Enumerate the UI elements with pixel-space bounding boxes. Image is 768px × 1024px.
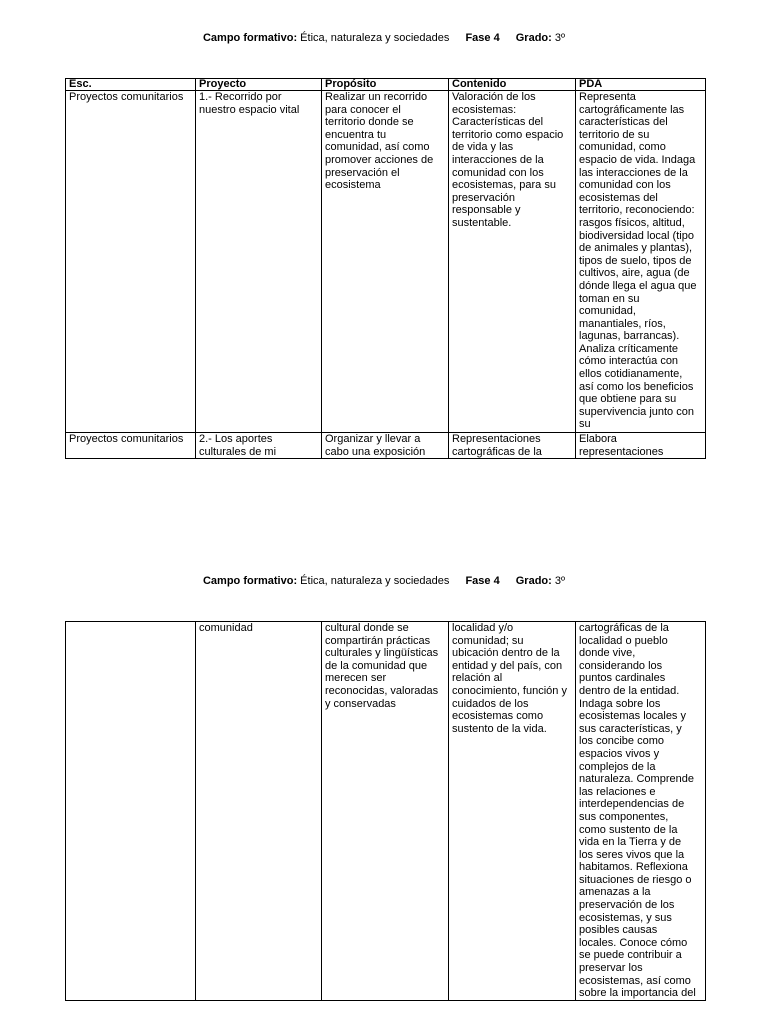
cell-proyecto: 2.- Los aportes culturales de mi	[196, 433, 322, 459]
campo-formativo-label: Campo formativo:	[202, 32, 298, 44]
cell-contenido: localidad y/o comunidad; su ubicación dentro de la entidad y del país, con relación al conocimiento, función y cuidados de los ecosistemas como sustento de la vida.	[449, 622, 576, 1001]
cell-proposito: Realizar un recorrido para conocer el territorio donde se encuentra tu comunidad, así como promover acciones de preservación el ecosistema	[322, 91, 449, 433]
cell-proyecto: 1.- Recorrido por nuestro espacio vital	[196, 91, 322, 433]
campo-formativo-value: Ética, naturaleza y sociedades	[300, 575, 450, 587]
column-header-pda: PDA	[576, 79, 706, 91]
curriculum-table-continued	[65, 621, 706, 1001]
cell-contenido: Valoración de los ecosistemas: Características del territorio como espacio de vida y las interacciones de la comunidad con los ecosistemas, para su preservación responsable y sustentable.	[449, 91, 576, 433]
cell-pda: Elabora representaciones	[576, 433, 706, 459]
column-header-contenido: Contenido	[449, 79, 576, 91]
cell-pda: Representa cartográficamente las características del territorio de su comunidad, como espacio de vida. Indaga las interacciones de la comunidad con los ecosistemas del territorio, reconociendo: rasgos físicos, altitud, biodiversidad local (tipo de animales y plantas), tipos de suelo, tipos de cultivos, aire, agua (de dónde llega el agua que toman en su comunidad, manantiales, ríos, lagunas, barrancas). Analiza críticamente cómo interactúa con ellos cotidianamente, así como los beneficios que obtiene para su supervivencia junto con su	[576, 91, 706, 433]
cell-contenido: Representaciones cartográficas de la	[449, 433, 576, 459]
campo-formativo-value: Ética, naturaleza y sociedades	[300, 32, 450, 44]
table-row	[66, 433, 706, 459]
column-header-proyecto: Proyecto	[196, 79, 322, 91]
column-header-proposito: Propósito	[322, 79, 449, 91]
cell-pda: cartográficas de la localidad o pueblo donde vive, considerando los puntos cardinales dentro de la entidad. Indaga sobre los ecosistemas locales y sus características, y los concibe como espacios vivos y complejos de la naturaleza. Comprende las relaciones e interdependencias de sus componentes, como sustento de la vida en la Tierra y de los seres vivos que la habitamos. Reflexiona situaciones de riesgo o amenazas a la preservación de los ecosistemas, y sus posibles causas locales. Conoce cómo se puede contribuir a preservar los ecosistemas, así como sobre la importancia del	[576, 622, 706, 1001]
document-header	[0, 574, 768, 588]
document-header	[0, 31, 768, 45]
grado-value: 3º	[554, 32, 566, 44]
grado-value: 3º	[554, 575, 566, 587]
cell-esc	[66, 622, 196, 1001]
column-header-esc: Esc.	[66, 79, 196, 91]
cell-proposito: Organizar y llevar a cabo una exposición	[322, 433, 449, 459]
cell-esc: Proyectos comunitarios	[66, 91, 196, 433]
campo-formativo-label: Campo formativo:	[202, 575, 298, 587]
fase-label: Fase 4	[465, 32, 500, 44]
cell-proyecto: comunidad	[196, 622, 322, 1001]
table-header-row	[66, 79, 706, 91]
cell-esc: Proyectos comunitarios	[66, 433, 196, 459]
fase-label: Fase 4	[465, 575, 500, 587]
table-row	[66, 622, 706, 1001]
grado-label: Grado:	[515, 32, 552, 44]
table-row	[66, 91, 706, 433]
cell-proposito: cultural donde se compartirán prácticas culturales y lingüísticas de la comunidad que merecen ser reconocidas, valoradas y conservadas	[322, 622, 449, 1001]
curriculum-table	[65, 78, 706, 459]
grado-label: Grado:	[515, 575, 552, 587]
